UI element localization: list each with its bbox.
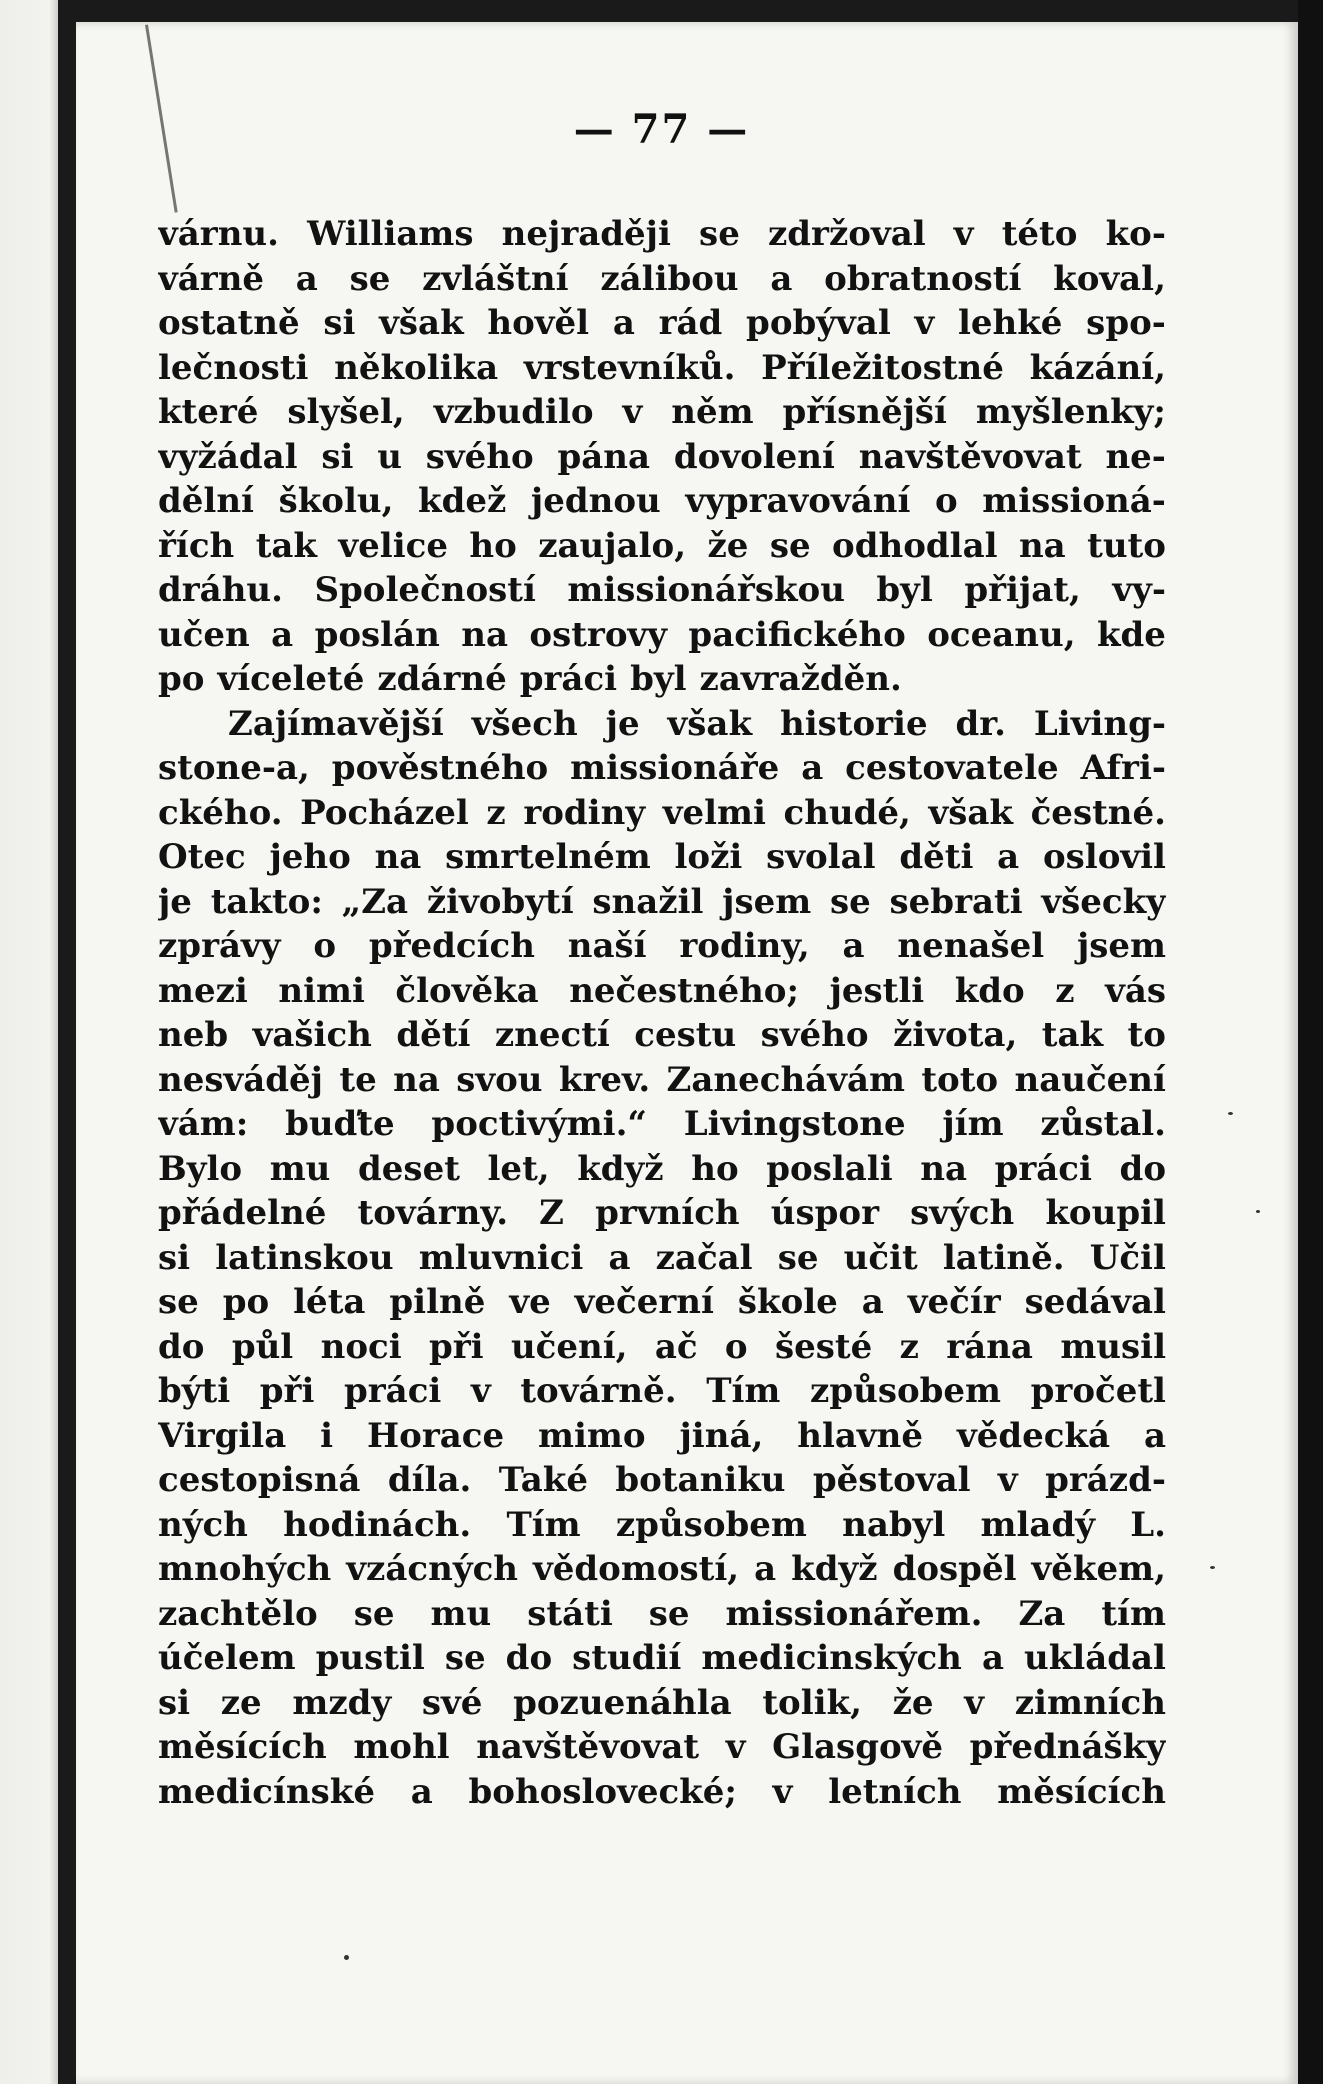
page-number: — 77 —	[573, 106, 750, 153]
text-line: ných hodinách. Tím způsobem nabyl mladý L.	[158, 1504, 1166, 1545]
text-line: dráhu. Společností missionářskou byl přijat, vy-	[158, 570, 1166, 610]
text-line: Zajímavější všech je však historie dr. Living-	[228, 703, 1166, 744]
previous-page-edge	[0, 0, 58, 2084]
text-line: Bylo mu deset let, když ho poslali na práci do	[158, 1148, 1166, 1189]
text-line: nesváděj te na svou krev. Zanechávám toto naučení	[158, 1059, 1166, 1100]
ink-speck	[1256, 1210, 1260, 1213]
text-line: Virgila i Horace mimo jiná, hlavně vědecká a	[158, 1415, 1166, 1456]
scan-border	[1298, 0, 1323, 2084]
text-line: ckého. Pocházel z rodiny velmi chudé, však čestné.	[158, 792, 1166, 833]
text-line: které slyšel, vzbudilo v něm přísnější myšlenky;	[158, 392, 1166, 432]
text-line: cestopisná díla. Také botaniku pěstoval v prázd-	[158, 1460, 1166, 1500]
text-line: po víceleté zdárné práci byl zavražděn.	[158, 659, 902, 699]
text-line: neb vašich dětí znectí cestu svého života, tak to	[158, 1015, 1166, 1055]
text-line: si latinskou mluvnici a začal se učit latině. Učil	[158, 1237, 1166, 1278]
text-line: ostatně si však hověl a rád pobýval v lehké spo-	[158, 303, 1166, 343]
text-line: učen a poslán na ostrovy pacifického oceanu, kde	[158, 614, 1166, 655]
text-line: býti při práci v továrně. Tím způsobem pročetl	[158, 1371, 1166, 1411]
text-line: se po léta pilně ve večerní škole a večír sedával	[158, 1282, 1166, 1322]
text-line: várně a se zvláštní zálibou a obratností koval,	[158, 258, 1166, 299]
text-line: mnohých vzácných vědomostí, a když dospěl věkem,	[158, 1549, 1166, 1589]
text-line: medicínské a bohoslovecké; v letních měsících	[158, 1771, 1166, 1812]
text-line: řích tak velice ho zaujalo, že se odhodlal na tuto	[158, 525, 1166, 566]
text-line: dělní školu, kdež jednou vypravování o missioná-	[158, 481, 1166, 521]
text-line: lečnosti několika vrstevníků. Příležitostné kázání,	[158, 347, 1166, 388]
text-line: vám: buďte poctivými.“ Livingstone jím zůstal.	[158, 1104, 1166, 1144]
text-line: do půl noci při učení, ač o šesté z rána musil	[158, 1326, 1166, 1367]
text-line: stone-a, pověstného missionáře a cestovatele Afri-	[158, 748, 1166, 788]
text-line: zprávy o předcích naší rodiny, a nenašel jsem	[158, 926, 1166, 966]
text-line: vyžádal si u svého pána dovolení navštěvovat ne-	[158, 436, 1166, 477]
text-line: várnu. Williams nejraději se zdržoval v této ko-	[158, 214, 1166, 254]
text-line: účelem pustil se do studií medicinských a ukládal	[158, 1638, 1166, 1678]
body-text	[158, 212, 1166, 1814]
text-line: přádelné továrny. Z prvních úspor svých koupil	[158, 1193, 1166, 1233]
text-line: Otec jeho na smrtelném loži svolal děti a oslovil	[158, 837, 1166, 877]
ink-speck	[344, 1955, 349, 1960]
ink-speck	[1210, 1566, 1215, 1569]
text-line: měsících mohl navštěvovat v Glasgově přednášky	[158, 1727, 1166, 1767]
ink-speck	[1228, 1112, 1233, 1115]
text-line: mezi nimi člověka nečestného; jestli kdo z vás	[158, 970, 1166, 1011]
text-line: zachtělo se mu státi se missionářem. Za tím	[158, 1593, 1166, 1634]
text-line: si ze mzdy své pozuenáhla tolik, že v zimních	[158, 1682, 1166, 1723]
text-line: je takto: „Za živobytí snažil jsem se sebrati všecky	[158, 881, 1166, 922]
